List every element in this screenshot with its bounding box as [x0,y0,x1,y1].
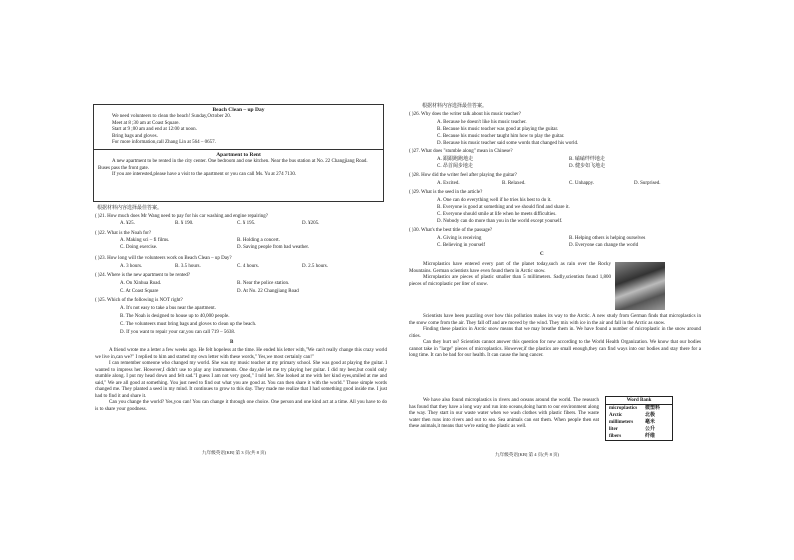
option: B. 磕磕绊绊地走 [569,157,605,162]
ad-title-apartment: Apartment to Rent [216,151,261,158]
option: A. One can do everything well if he tries his best to do it. [437,198,552,203]
passage-paragraph: Finding these plastics in Arctic snow means that we may breathe them in. We have found a number of microplastic in the snow around cities. [409,327,701,339]
ad-line: Bring bags and gloves. [112,133,158,139]
option: C. Unhappy. [569,181,595,186]
ad-line: We need volunteers to clean the beach! Sunday,October 20. [112,114,231,119]
option: B. Holding a concert. [237,238,280,243]
option: D. Because his music teacher said some words that changed his world. [437,141,579,146]
word-bank-row [606,405,672,412]
option: C. ¥ 195. [237,221,256,226]
ad-box [93,104,384,202]
passage-paragraph: Can they hurt us? Scientists cannot answer this question for now according to the World Health Organization. We know that our bodies cannot take in "large" pieces of microplastics. However,if the plastics are small enough,they can find ways into our bodies and stay there for a long time. It can be bad for our health. It can cause the lung cancer. [409,340,701,358]
word-bank-meaning: 北极 [645,413,656,418]
option: C. 4 hours. [237,264,259,269]
option: C. Everyone should smile at life when he meets difficulties. [437,212,557,217]
option: D. Nobody can do more than you in the world except yourself. [437,219,563,224]
page-footer: 九年级英语[KB] 第 4 页(共 8 页) [495,452,560,457]
right-page [397,0,794,560]
question-25: ( )25. Which of the following is NOT right? [95,298,183,303]
option: B. The Noah is designed to house up to 40,000 people. [120,314,230,319]
option: C. Believing in yourself [437,243,486,248]
word-bank-term: millimeters [609,420,634,425]
option: C. 昂首阔步地走 [437,164,473,169]
word-bank-meaning: 纤维 [645,434,656,439]
option: C. Because his music teacher taught him how to play the guitar. [437,134,565,139]
option: C. The volunteers must bring bags and gloves to clean up the beach. [120,322,257,327]
option: D. Surprised. [634,181,661,186]
question-26: ( )26. Why does the writer talk about his music teacher? [409,112,521,117]
option: A. Making sci – fi films. [120,238,170,243]
option: B. 3.5 hours. [175,264,201,269]
option: A. On Xinhua Road. [120,281,162,286]
instruction: 根据材料内容选择最佳答案。 [97,206,163,211]
option: B. ¥ 190. [175,221,194,226]
option: A. Excited. [437,181,460,186]
passage-c-intro [409,262,611,288]
word-bank-row [606,426,672,433]
ad-paragraph: A new apartment to be rented in the city center. One bedroom and one kitchen. Near the bus station at No. 22 Changjiang Road. Buses pass the front gate. [98,158,368,171]
passage-paragraph: Can you change the world? Yes,you can! You can change it through one choice. One person and one kind act at a time. All you have to do is to share your goodness. [95,400,387,412]
word-bank [605,396,673,441]
passage-c-end [409,398,599,431]
word-bank-meaning: 公升 [645,427,656,432]
ad-line: For more information,call Zhang Lin at 564 – 0657. [112,140,216,146]
word-bank-term: Arctic [609,413,623,418]
ad-line: Meet at 8 ;30 am at Coast Square. [112,120,180,126]
word-bank-row [606,419,672,426]
page-footer: 九年级英语[KB] 第 3 页(共 8 页) [202,450,267,455]
question-24: ( )24. Where is the new apartment to be rented? [95,273,191,278]
word-bank-term: liter [609,427,618,432]
option: A. 跟跟跑跑地走 [437,157,474,162]
option: B. Everyone is good at something and we should find and share it. [437,205,570,210]
passage-paragraph: I can remember someone who changed my world. She was my music teacher at my primary school. She was good at playing the guitar. I wanted to impress her. However,I didn't use to play any instruments. One day,she let me try playing her guitar. I did my best,but could only stumble along. I put my head down and felt sad."I guess I am not very good," I told her. She looked at me with her kind eyes,smiled at me and said," We are all good at something. You just need to find out what you are good at. You can then share it with the world." Those simple words changed me. They planted a seed in my mind. It continues to grow to this day. They made me realize that I had something good inside me. I just had to find it and share it. [95,361,387,399]
word-bank-row [606,433,672,440]
question-30: ( )30. What's the best title of the passage? [409,228,493,233]
option: D. 健步如飞地走 [569,164,606,169]
passage-b [95,348,387,413]
word-bank-term: microplastics [609,406,638,411]
ad-divider [94,149,383,150]
passage-paragraph: Scientists have been puzzling over how this pollution makes its way to the Arctic. A new study from German finds that microplastics in the snow come from the air. They fall off and are moved by the wind. They mix with ice in the air and fall in the Arctic as snow. [409,314,701,326]
option: B. Near the police station. [237,281,290,286]
word-bank-meaning: 微塑料 [645,406,661,411]
instruction: 根据材料内容选择最佳答案。 [422,104,488,109]
passage-paragraph: A friend wrote me a letter a few weeks ago. He felt hopeless at the time. He ended his letter with,"We can't really change this crazy world we live in,can we?" I replied to him and started my own letter with these words," Yes,we most certainly can!" [95,348,387,360]
word-bank-title: Word Bank [606,397,672,405]
option: A. Giving is receiving [437,236,482,241]
question-27: ( )27. What does "stumble along" mean in Chinese? [409,149,513,154]
option: A. ¥25. [120,221,135,226]
passage-paragraph: Microplastics are pieces of plastic smaller than 5 millimeters. Sadly,scientists found 1,800 pieces of microplastic per liter of snow. [409,275,611,287]
option: D. If you want to repair your car,you can call 719 – 5638. [120,330,236,335]
question-29: ( )29. What is the seed in the article? [409,190,483,195]
word-bank-row [606,412,672,419]
passage-paragraph: We have also found microplastics in rivers and oceans around the world. The research has found that they have a long way and run into oceans,doing harm to our environment along the way. They start in our waste water when we wash clothes with plastic fibers. The waste water then runs into rivers and out to sea. Sea animals can eat them. When people then eat these animals,it means that we're eating the plastic as well. [409,398,599,429]
option: A. Because he doesn't like his music teacher. [437,120,527,125]
option: B. Helping others is helping ourselves [569,236,646,241]
question-22: ( )22. What is the Noah for? [95,231,152,236]
option: D. Saving people from bad weather. [237,245,310,250]
passage-paragraph: Microplastics have entered every part of the planet today,such as rain over the Rocky Mountains. German scientists have even found them in Arctic snow. [409,262,611,274]
ad-line: Start at 9 ;00 am and end at 12:00 at noon. [112,127,197,133]
section-c-heading: C [540,252,544,257]
option: A. 3 hours. [120,264,143,269]
question-28: ( )28. How did the writer feel after playing the guitar? [409,173,517,178]
option: C. At Coast Square [120,289,159,294]
question-21: ( )21. How much does Mr Wang need to pay for his car washing and engine repairing? [95,214,268,219]
question-23: ( )23. How long will the volunteers work on Beach Clean – up Day? [95,256,232,261]
option: D. ¥205. [302,221,320,226]
option: A. It's not easy to take a bus near the apartment. [120,306,216,311]
ad-paragraph: If you are interested,please have a visit to the apartment or you can call Ms. Yu at 274 7130. [112,172,297,178]
section-b-heading: B [230,340,234,345]
word-bank-meaning: 毫米 [645,420,656,425]
passage-c [409,314,701,360]
ad-title-beach: Beach Clean – up Day [212,107,265,113]
word-bank-term: fibers [609,434,622,439]
option: D. Everyone can change the world [569,243,639,248]
option: D. At No. 22 Changjiang Road [237,289,299,294]
option: C. Doing exercise. [120,245,158,250]
option: B. Relaxed. [502,181,526,186]
option: B. Because his music teacher was good at playing the guitar. [437,127,559,132]
snow-microplastics-photo [615,262,665,310]
option: D. 2.5 hours. [302,264,328,269]
